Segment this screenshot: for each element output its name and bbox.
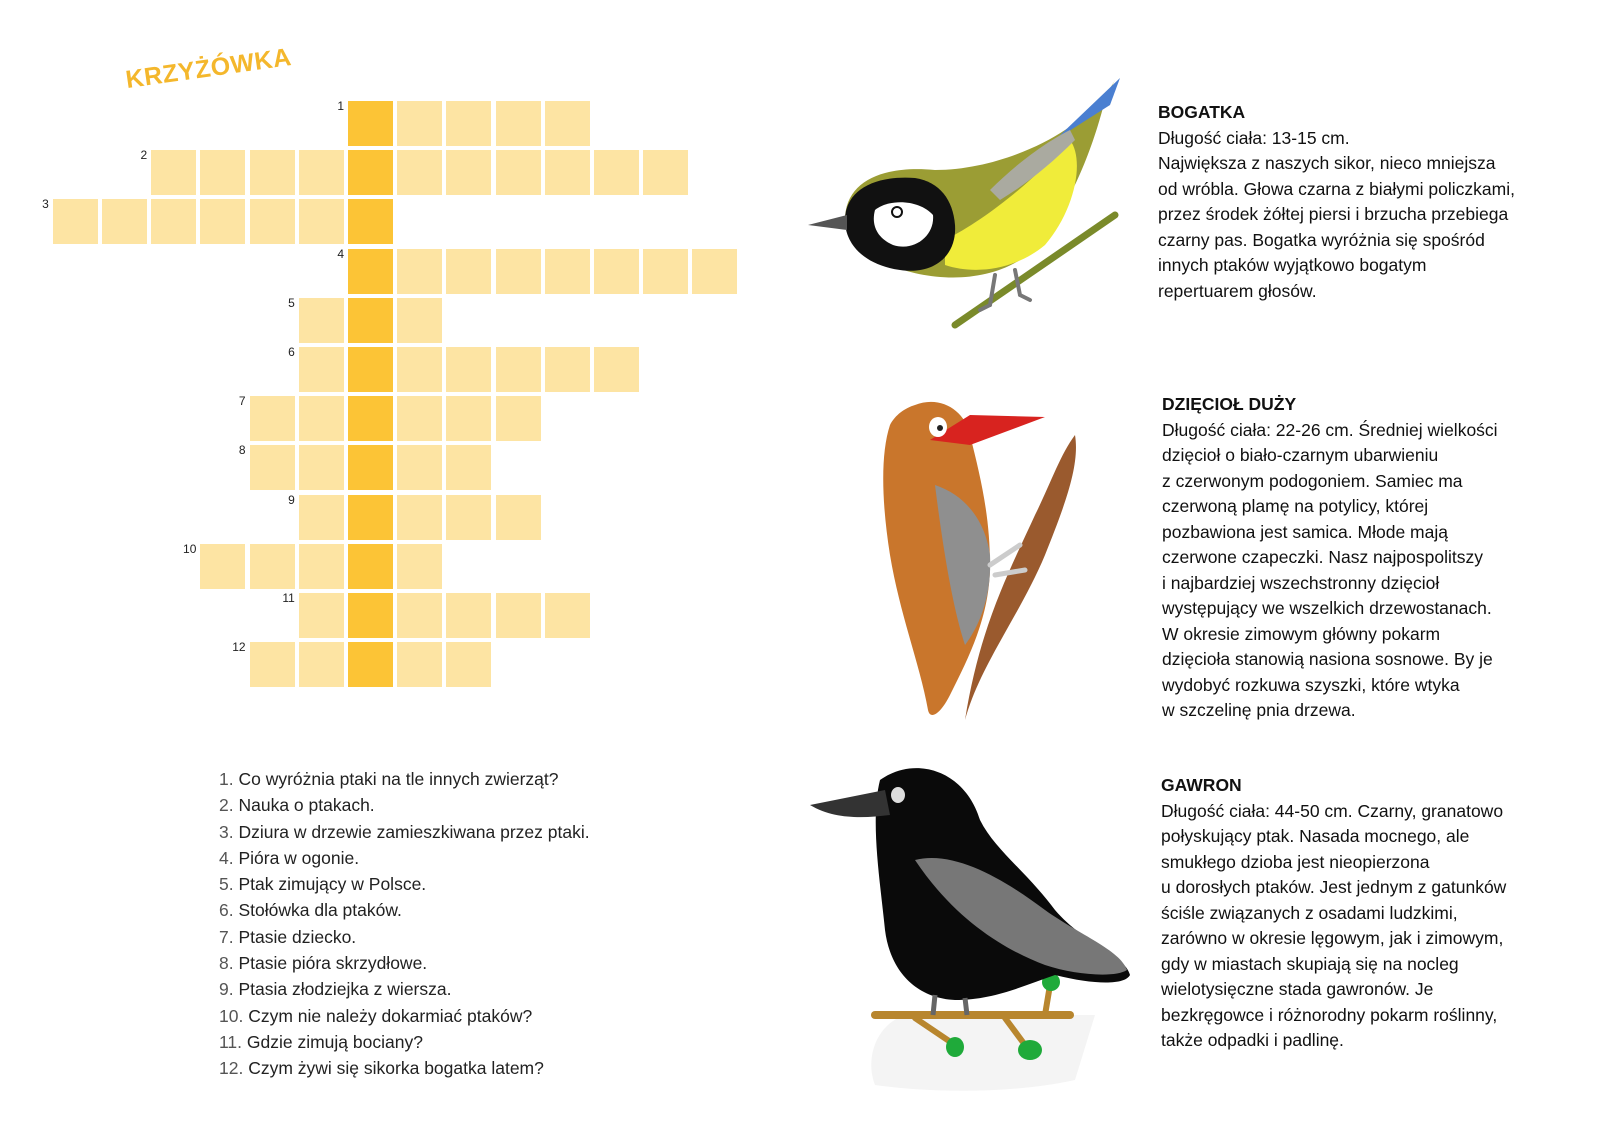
crossword-cell[interactable] [397,495,442,540]
crossword-cell[interactable] [299,495,344,540]
crossword-key-cell[interactable] [348,495,393,540]
crossword-row-number: 4 [337,246,344,261]
crossword-cell[interactable] [151,199,196,244]
crossword-cell[interactable] [545,150,590,195]
crossword-cell[interactable] [250,396,295,441]
crossword-cell[interactable] [496,593,541,638]
crossword-cell[interactable] [496,249,541,294]
crossword-key-cell[interactable] [348,642,393,687]
crossword-cell[interactable] [594,249,639,294]
clue-number: 10. [219,1005,249,1026]
description-line: Największa z naszych sikor, nieco mniejsza [1158,153,1496,173]
crossword-cell[interactable] [250,199,295,244]
clue-item [219,819,590,845]
crossword-cell[interactable] [496,396,541,441]
description-line: występujący we wszelkich drzewostanach. [1162,598,1492,618]
crossword-cell[interactable] [446,150,491,195]
crossword-cell[interactable] [250,642,295,687]
crossword-cell[interactable] [151,150,196,195]
crossword-key-cell[interactable] [348,396,393,441]
clue-text: Stołówka dla ptaków. [238,900,402,921]
woodpecker-illustration [870,395,1090,725]
clue-text: Gdzie zimują bociany? [246,1031,423,1052]
description-line: i najbardziej wszechstronny dzięcioł [1162,572,1440,593]
description-line: pozbawiona jest samica. Młode mają [1162,521,1448,542]
clue-number: 3. [219,821,239,842]
crossword-cell[interactable] [446,249,491,294]
clue-text: Co wyróżnia ptaki na tle innych zwierząt? [238,769,559,789]
description-line: wielotysięczne stada gawronów. Je [1161,979,1434,999]
description-line: Długość ciała: 13-15 cm. [1158,127,1350,148]
crossword-row-number: 7 [238,394,246,409]
description-line: wydobyć rozkuwa szyszki, które wtyka [1162,674,1460,695]
clue-item [219,1029,590,1055]
great-tit-illustration [805,70,1135,340]
crossword-cell[interactable] [496,101,541,146]
clue-number: 7. [219,926,239,947]
description-line: czerwoną plamę na potylicy, której [1162,496,1429,516]
description-line: gdy w miastach skupiają się na nocleg [1161,953,1459,974]
crossword-cell[interactable] [250,445,295,490]
clue-number: 5. [219,874,239,895]
woodpecker-description [1162,392,1498,724]
description-line: przez środek żółtej piersi i brzucha przebiega [1158,204,1509,224]
clue-item [219,950,590,976]
crossword-cell[interactable] [397,298,442,343]
crossword-cell[interactable] [397,445,442,490]
crossword-cell[interactable] [299,593,344,638]
crossword-cell[interactable] [397,544,442,589]
crossword-cell[interactable] [643,150,688,195]
description-line: od wróbla. Głowa czarna z białymi policzkami, [1158,178,1515,199]
clue-item [219,871,590,897]
clue-item [219,766,590,792]
crossword-cell[interactable] [545,101,590,146]
description-line: u dorosłych ptaków. Jest jednym z gatunków [1161,877,1507,897]
description-line: czerwone czapeczki. Nasz najpospolitszy [1162,547,1483,567]
crossword-cell[interactable] [397,150,442,195]
crossword-cell[interactable] [299,642,344,687]
clue-list [219,766,590,1082]
crossword-key-cell[interactable] [348,199,393,244]
crossword-row-number: 1 [337,99,344,113]
clue-item [219,845,590,871]
crossword-cell[interactable] [496,495,541,540]
crossword-cell[interactable] [446,495,491,540]
crossword-row-number: 5 [288,295,295,310]
clue-item [219,976,590,1002]
clue-text: Ptasie pióra skrzydłowe. [238,953,428,974]
description-line: Długość ciała: 22-26 cm. Średniej wielkości [1162,419,1498,440]
clue-text: Czym żywi się sikorka bogatka latem? [248,1058,544,1079]
description-line: w szczelinę pnia drzewa. [1162,700,1356,720]
crossword-cell[interactable] [545,593,590,638]
crossword-row-number: 8 [238,443,246,458]
crossword-key-cell[interactable] [348,445,393,490]
crossword-cell[interactable] [446,593,491,638]
clue-text: Pióra w ogonie. [238,847,360,868]
crossword-cell[interactable] [446,396,491,441]
clue-text: Czym nie należy dokarmiać ptaków? [248,1005,533,1026]
crossword-title: KRZYŻÓWKA [123,43,294,95]
crossword-cell[interactable] [446,445,491,490]
description-line: smukłego dzioba jest nieopierzona [1161,851,1430,872]
crossword-cell[interactable] [545,347,590,392]
crossword-cell[interactable] [200,150,245,195]
crossword-key-cell[interactable] [348,544,393,589]
crossword-cell[interactable] [250,150,295,195]
crossword-key-cell[interactable] [348,249,393,294]
great-tit-description [1158,100,1515,304]
crossword-cell[interactable] [397,396,442,441]
crossword-cell[interactable] [446,347,491,392]
crossword-cell[interactable] [299,396,344,441]
crossword-cell[interactable] [299,544,344,589]
great-tit-name: BOGATKA [1158,102,1246,122]
clue-number: 1. [219,769,239,789]
woodpecker-name: DZIĘCIOŁ DUŻY [1162,394,1297,414]
rook-illustration [805,760,1140,1095]
clue-text: Ptak zimujący w Polsce. [238,874,427,895]
description-line: czarny pas. Bogatka wyróżnia się spośród [1158,229,1485,250]
clue-number: 12. [219,1058,249,1079]
crossword-row-number: 6 [288,345,295,359]
clue-item [219,792,590,818]
clue-number: 2. [219,795,239,816]
clue-number: 8. [219,953,239,974]
crossword-cell[interactable] [397,347,442,392]
crossword-grid [0,0,760,720]
description-line: dzięcioł o biało-czarnym ubarwieniu [1162,445,1439,465]
description-line: W okresie zimowym główny pokarm [1162,623,1441,644]
clue-number: 9. [219,979,239,1000]
clue-text: Ptasie dziecko. [238,926,357,947]
clue-item [219,1003,590,1029]
crossword-cell[interactable] [102,199,147,244]
crossword-cell[interactable] [397,593,442,638]
description-line: bezkręgowce i różnorodny pokarm roślinny, [1161,1004,1498,1025]
crossword-cell[interactable] [299,298,344,343]
clue-text: Ptasia złodziejka z wiersza. [238,979,452,1000]
clue-item [219,924,590,950]
crossword-cell[interactable] [446,642,491,687]
clue-text: Dziura w drzewie zamieszkiwana przez ptaki. [238,821,590,842]
clue-item [219,1055,590,1081]
crossword-key-cell[interactable] [348,593,393,638]
crossword-row-number: 11 [282,591,295,605]
clue-item [219,897,590,923]
crossword-key-cell[interactable] [348,101,393,146]
crossword-cell[interactable] [299,347,344,392]
crossword-cell[interactable] [446,101,491,146]
clue-number: 6. [219,900,239,921]
clue-number: 4. [219,847,239,868]
crossword-row-number: 10 [183,541,197,556]
crossword-key-cell[interactable] [348,347,393,392]
description-line: repertuarem głosów. [1158,280,1317,301]
crossword-cell[interactable] [299,445,344,490]
description-line: Długość ciała: 44-50 cm. Czarny, granatowo [1161,800,1504,821]
crossword-cell[interactable] [496,150,541,195]
crossword-cell[interactable] [397,249,442,294]
rook-name: GAWRON [1161,775,1242,795]
crossword-cell[interactable] [397,642,442,687]
rook-description [1161,773,1506,1054]
description-line: połyskujący ptak. Nasada mocnego, ale [1161,826,1470,846]
crossword-cell[interactable] [545,249,590,294]
crossword-cell[interactable] [250,544,295,589]
description-line: innych ptaków wyjątkowo bogatym [1158,255,1427,275]
description-line: ściśle związanych z osadami ludzkimi, [1161,902,1458,923]
crossword-cell[interactable] [53,199,98,244]
clue-number: 11. [219,1031,247,1052]
crossword-row-number: 12 [232,640,246,655]
crossword-row-number: 3 [42,197,49,212]
crossword-cell[interactable] [200,544,245,589]
crossword-cell[interactable] [692,249,737,294]
clue-text: Nauka o ptakach. [238,795,375,816]
crossword-cell[interactable] [299,199,344,244]
description-line: z czerwonym podogoniem. Samiec ma [1162,470,1463,491]
crossword-row-number: 2 [140,148,148,163]
description-line: także odpadki i padlinę. [1161,1030,1344,1050]
crossword-cell[interactable] [594,347,639,392]
crossword-cell[interactable] [200,199,245,244]
crossword-cell[interactable] [299,150,344,195]
crossword-cell[interactable] [643,249,688,294]
description-line: zarówno w okresie lęgowym, jak i zimowym, [1161,928,1504,948]
crossword-cell[interactable] [397,101,442,146]
crossword-cell[interactable] [594,150,639,195]
crossword-cell[interactable] [496,347,541,392]
crossword-key-cell[interactable] [348,298,393,343]
description-line: dzięcioła stanowią nasiona sosnowe. By je [1162,649,1493,669]
crossword-row-number: 9 [288,492,295,507]
crossword-key-cell[interactable] [348,150,393,195]
